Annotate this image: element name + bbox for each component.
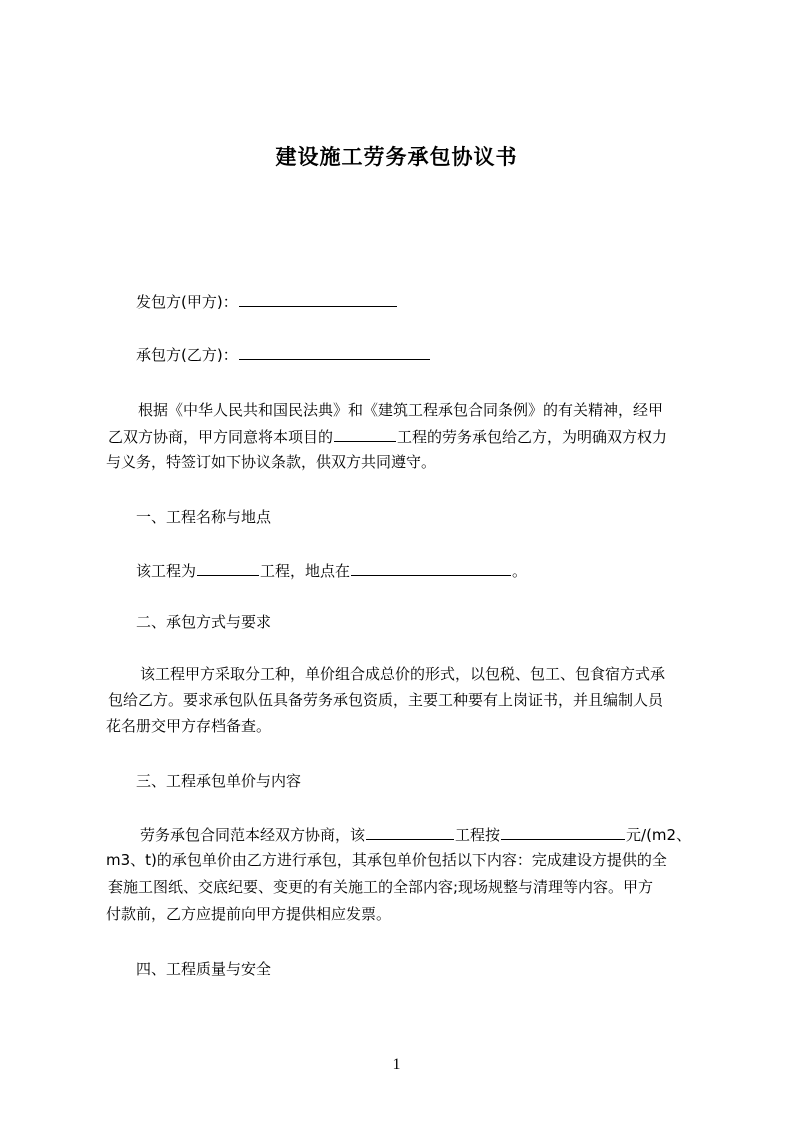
section-3-line-1 [140, 824, 691, 845]
party-b-blank [239, 344, 430, 360]
section-3-line-1-b: 工程按 [455, 826, 501, 844]
section-3-line-4: 付款前，乙方应提前向甲方提供相应发票。 [106, 905, 392, 923]
section-2-line-1: 该工程甲方采取分工种，单价组合成总价的形式，以包税、包工、包食宿方式承 [140, 665, 666, 683]
intro-line-2 [108, 426, 667, 447]
unit-price-blank [501, 824, 625, 840]
document-title: 建设施工劳务承包协议书 [275, 145, 518, 169]
section-3-line-3: 套施工图纸、交底纪要、变更的有关施工的全部内容;现场规整与清理等内容。甲方 [108, 878, 654, 896]
section-3-line-2: m3、t)的承包单价由乙方进行承包，其承包单价包括以下内容：完成建设方提供的全 [106, 851, 667, 869]
section-1-heading: 一、工程名称与地点 [136, 508, 272, 526]
work-item-blank [366, 824, 454, 840]
section-4-heading: 四、工程质量与安全 [136, 960, 272, 978]
section-3-line-1-a: 劳务承包合同范本经双方协商，该 [140, 826, 366, 844]
party-a-blank [239, 291, 397, 307]
intro-line-2-b: 工程的劳务承包给乙方，为明确双方权力 [397, 428, 668, 446]
section-2-line-3: 花名册交甲方存档备查。 [106, 717, 272, 735]
section-1-text-c: 。 [512, 562, 528, 580]
section-3-line-1-c: 元/(m2、 [626, 826, 692, 844]
page-number: 1 [392, 1056, 401, 1073]
section-2-heading: 二、承包方式与要求 [136, 613, 272, 631]
party-a-line [136, 291, 398, 312]
party-b-line [136, 344, 431, 365]
section-2-line-2: 包给乙方。要求承包队伍具备劳务承包资质，主要工种要有上岗证书，并且编制人员 [108, 691, 664, 709]
section-1-text-a: 该工程为 [136, 562, 197, 580]
intro-line-3: 与义务，特签订如下协议条款，供双方共同遵守。 [106, 453, 437, 471]
party-a-label: 发包方(甲方)： [136, 293, 238, 311]
intro-line-1: 根据《中华人民共和国民法典》和《建筑工程承包合同条例》的有关精神，经甲 [138, 401, 664, 419]
intro-line-2-a: 乙双方协商，甲方同意将本项目的 [108, 428, 334, 446]
section-1-text-b: 工程，地点在 [260, 562, 351, 580]
project-name-blank [197, 560, 259, 576]
intro-project-blank [334, 426, 396, 442]
location-blank [351, 560, 511, 576]
section-1-text [136, 560, 527, 581]
section-3-heading: 三、工程承包单价与内容 [136, 772, 302, 790]
party-b-label: 承包方(乙方)： [136, 346, 238, 364]
